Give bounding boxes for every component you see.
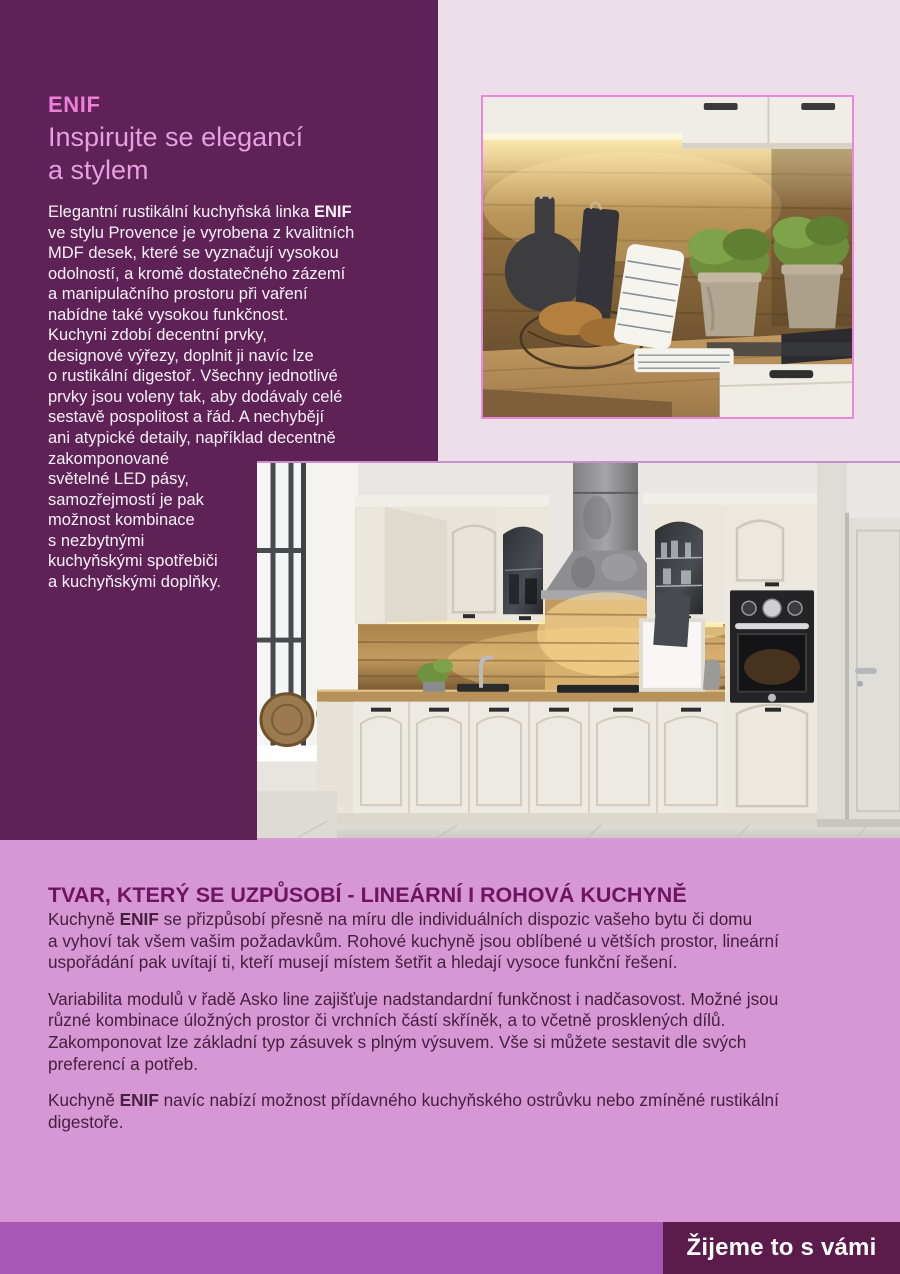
kitchen-room-illustration — [257, 463, 900, 838]
kitchen-countertop-detail-photo — [481, 95, 854, 419]
kitchen-room-overview-photo — [257, 461, 900, 840]
slogan-text: Žijeme to s vámi — [686, 1234, 877, 1261]
hero-body-text: Elegantní rustikální kuchyňská linka ENIF ve stylu Provence je vyrobena z kvalitních MDF desek, které se vyznačují vysokou odolností, a kromě dostatečného zázemí a manipulačního prostoru při vaření nabídne také vysokou funkčnost. Kuchyni zdobí decentní prvky, designové výřezy, doplnit ji navíc lze o rustikální digestoř. Všechny jednotlivé prvky jsou voleny tak, aby dodávaly celé sestavě pospolitost a řád. A nechybějí ani atypické detaily, například decentně zakomponované světelné LED pásy, samozřejmostí je pak možnost kombinace s nezbytnými kuchyňskými spotřebiči a kuchyňskými doplňky. — [48, 203, 355, 591]
hero-title: ENIF — [48, 92, 101, 117]
section-body-text: Kuchyně ENIF se přizpůsobí přesně na míru dle individuálních dispozic vašeho bytu či domu a vyhoví tak všem vašim požadavkům. Rohové kuchyně jsou oblíbené u větších prostor, lineární uspořádání pak uvítají ti, kteří musejí místem šetřit a hledají vysoce funkční řešení. Variabilita modulů v řadě Asko line zajišťuje nadstandardní funkčnost i nadčasovost. Možné jsou různé kombinace úložných prostor či vrchních částí skříněk, a to včetně prosklených dílů. Zakomponovat lze základní typ zásuvek s plným výsuvem. Vše si můžete sestavit dle svých preferencí a potřeb. Kuchyně ENIF navíc nabízí možnost přídavného kuchyňského ostrůvku nebo zmíněné rustikální digestoře. — [48, 909, 779, 1132]
kitchen-detail-illustration — [483, 97, 852, 417]
hero-subtitle: Inspirujte se elegancí a stylem — [48, 122, 304, 185]
brand-slogan-badge — [663, 1222, 900, 1274]
section-heading: TVAR, KTERÝ SE UZPŮSOBÍ - LINEÁRNÍ I ROHOVÁ KUCHYNĚ — [48, 883, 687, 907]
